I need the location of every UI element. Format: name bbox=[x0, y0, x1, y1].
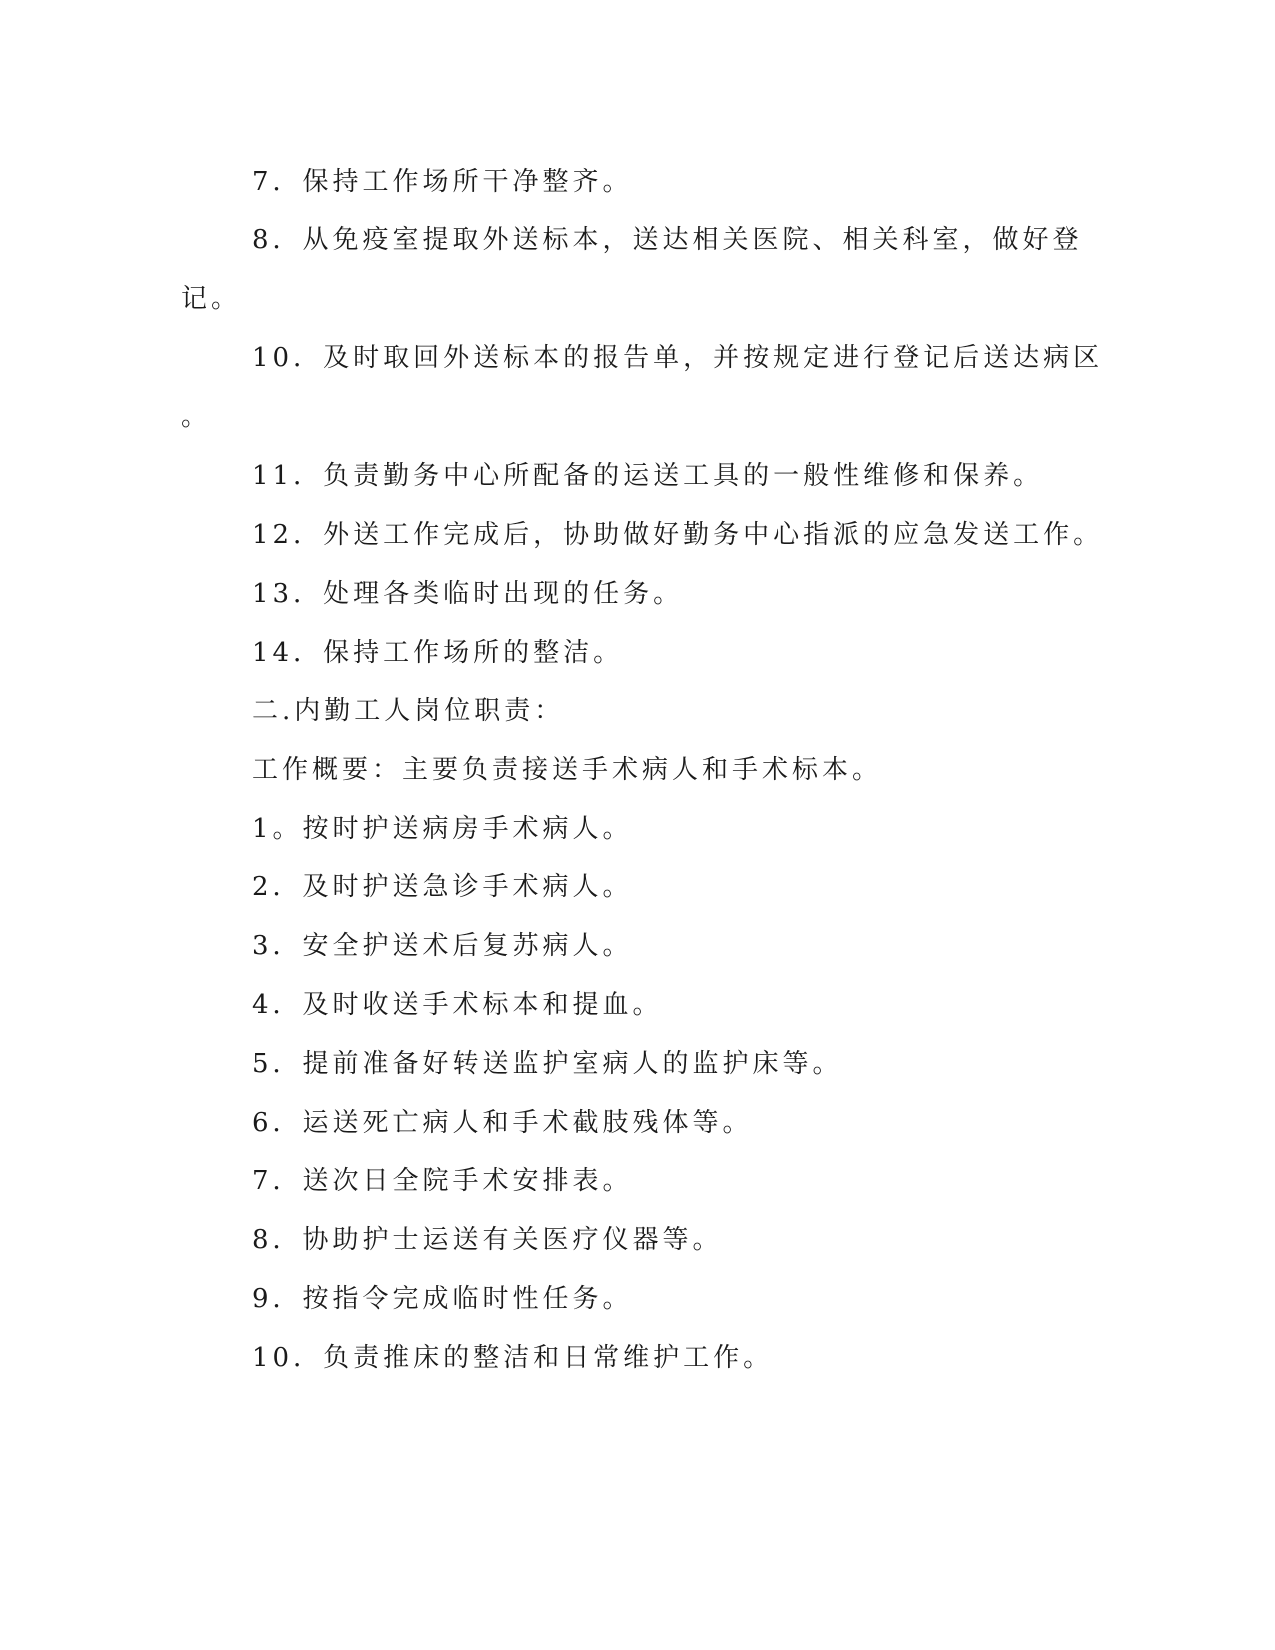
list-item: 10．负责推床的整洁和日常维护工作。 bbox=[252, 1343, 774, 1373]
list-item: 10．及时取回外送标本的报告单，并按规定进行登记后送达病区 bbox=[252, 343, 1104, 373]
list-item: 13．处理各类临时出现的任务。 bbox=[252, 579, 684, 609]
list-item: 8．从免疫室提取外送标本，送达相关医院、相关科室，做好登 bbox=[252, 225, 1083, 255]
list-item: 14．保持工作场所的整洁。 bbox=[252, 638, 624, 668]
list-item: 5．提前准备好转送监护室病人的监护床等。 bbox=[252, 1049, 843, 1079]
section-heading: 二.内勤工人岗位职责： bbox=[252, 696, 565, 726]
list-item: 7．送次日全院手术安排表。 bbox=[252, 1166, 633, 1196]
list-item: 7．保持工作场所干净整齐。 bbox=[252, 167, 633, 197]
work-summary: 工作概要：主要负责接送手术病人和手术标本。 bbox=[252, 755, 883, 785]
list-item: 2．及时护送急诊手术病人。 bbox=[252, 872, 633, 902]
list-item: 1。按时护送病房手术病人。 bbox=[252, 814, 633, 844]
list-item-continuation: 。 bbox=[181, 402, 212, 432]
list-item: 3．安全护送术后复苏病人。 bbox=[252, 931, 633, 961]
list-item: 8．协助护士运送有关医疗仪器等。 bbox=[252, 1225, 723, 1255]
list-item-continuation: 记。 bbox=[181, 284, 242, 314]
list-item: 11．负责勤务中心所配备的运送工具的一般性维修和保养。 bbox=[252, 461, 1044, 491]
list-item: 12．外送工作完成后，协助做好勤务中心指派的应急发送工作。 bbox=[252, 520, 1104, 550]
list-item: 4．及时收送手术标本和提血。 bbox=[252, 990, 663, 1020]
list-item: 6．运送死亡病人和手术截肢残体等。 bbox=[252, 1108, 753, 1138]
list-item: 9．按指令完成临时性任务。 bbox=[252, 1284, 633, 1314]
